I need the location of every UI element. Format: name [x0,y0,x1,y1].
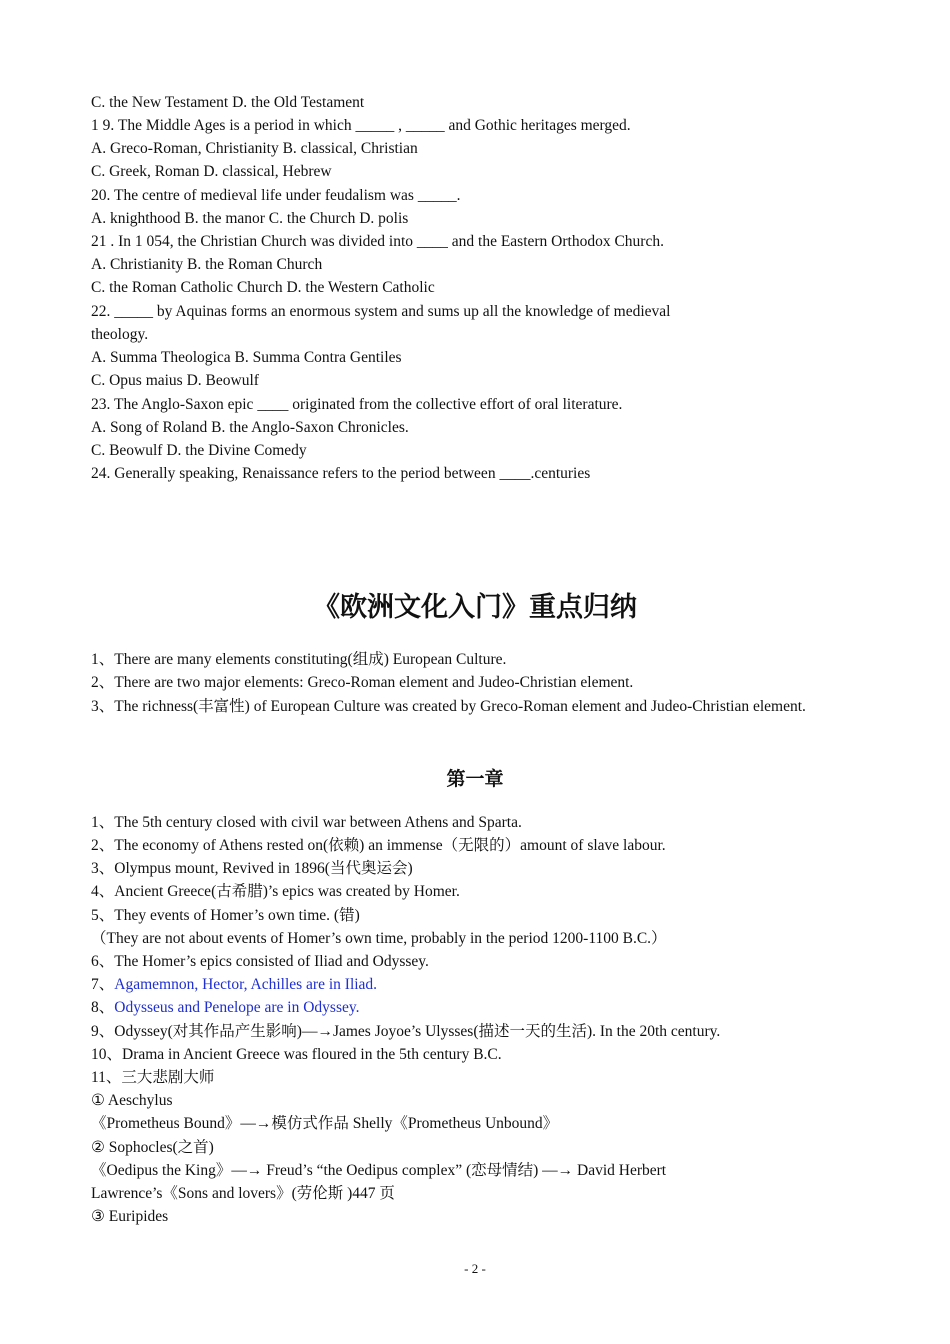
chapter-title: 第一章 [446,768,504,790]
intro-point: 3、The richness(丰富性) of European Culture was created by Greco-Roman element and Judeo-Christian element. [91,698,806,715]
chapter-point [91,998,360,1018]
question-line: C. the New Testament D. the Old Testament [91,94,365,111]
chapter-subpoint: ① Aeschylus [91,1092,173,1109]
chapter-point: 3、Olympus mount, Revived in 1896(当代奥运会) [91,860,413,877]
question-line: 23. The Anglo-Saxon epic ____ originated from the collective effort of oral literature. [91,396,623,413]
chapter-point: 11、三大悲剧大师 [91,1069,215,1086]
question-option-line: C. Opus maius D. Beowulf [91,372,259,389]
chapter-subpoint: ② Sophocles(之首) [91,1139,214,1156]
chapter-subpoint: 《Oedipus the King》—→ Freud’s “the Oedipus complex” (恋母情结) —→ David Herbert [91,1162,667,1179]
intro-point: 2、There are two major elements: Greco-Roman element and Judeo-Christian element. [91,674,634,691]
question-option-line: A. Song of Roland B. the Anglo-Saxon Chronicles. [91,419,409,436]
chapter-point: 4、Ancient Greece(古希腊)’s epics was created by Homer. [91,883,460,900]
chapter-point: 10、Drama in Ancient Greece was floured in the 5th century B.C. [91,1046,502,1063]
point-number: 7、 [91,976,115,993]
question-option-line: C. the Roman Catholic Church D. the Western Catholic [91,279,435,296]
question-line: 20. The centre of medieval life under feudalism was _____. [91,187,461,204]
chapter-point-note: （They are not about events of Homer’s own time, probably in the period 1200-1100 B.C.） [91,930,667,947]
chapter-point [91,975,377,995]
chapter-subpoint: 《Prometheus Bound》—→模仿式作品 Shelly《Prometheus Unbound》 [91,1115,559,1132]
chapter-point: 1、The 5th century closed with civil war between Athens and Sparta. [91,814,522,831]
question-option-line: C. Beowulf D. the Divine Comedy [91,442,307,459]
highlighted-text: Agamemnon, Hector, Achilles are in Iliad. [114,976,378,993]
question-line: 1 9. The Middle Ages is a period in which _____ , _____ and Gothic heritages merged. [91,117,631,134]
question-option-line: A. knighthood B. the manor C. the Church D. polis [91,210,409,227]
point-number: 8、 [91,999,115,1016]
question-option-line: A. Summa Theologica B. Summa Contra Gentiles [91,349,402,366]
question-line: 22. _____ by Aquinas forms an enormous system and sums up all the knowledge of medieval [91,303,671,320]
question-line: 21 . In 1 054, the Christian Church was divided into ____ and the Eastern Orthodox Church. [91,233,664,250]
chapter-subpoint: ③ Euripides [91,1208,169,1225]
question-option-line: A. Greco-Roman, Christianity B. classical, Christian [91,140,418,157]
intro-point: 1、There are many elements constituting(组成) European Culture. [91,651,507,668]
main-title: 《欧洲文化入门》重点归纳 [313,592,637,623]
question-option-line: A. Christianity B. the Roman Church [91,256,323,273]
page-number: - 2 - [464,1261,486,1276]
question-line: theology. [91,326,149,343]
chapter-point: 2、The economy of Athens rested on(依赖) an immense（无限的）amount of slave labour. [91,837,666,854]
chapter-point: 5、They events of Homer’s own time. (错) [91,907,360,924]
question-option-line: C. Greek, Roman D. classical, Hebrew [91,163,332,180]
chapter-point: 9、Odyssey(对其作品产生影响)—→James Joyoe’s Ulysses(描述一天的生活). In the 20th century. [91,1023,721,1040]
highlighted-text: Odysseus and Penelope are in Odyssey. [114,999,360,1016]
chapter-subpoint: Lawrence’s《Sons and lovers》(劳伦斯 )447 页 [91,1185,395,1202]
chapter-point: 6、The Homer’s epics consisted of Iliad and Odyssey. [91,953,429,970]
question-line: 24. Generally speaking, Renaissance refers to the period between ____.centuries [91,465,591,482]
